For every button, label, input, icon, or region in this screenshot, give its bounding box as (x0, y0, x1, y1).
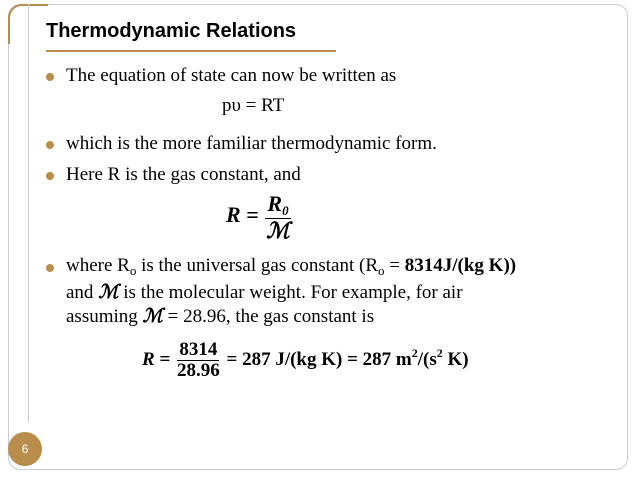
eq-sup: 2 (436, 345, 443, 360)
eq-fraction (264, 192, 292, 242)
eq-seg: K) (442, 348, 469, 370)
eq-numerator (265, 192, 290, 219)
text-sub: o (378, 263, 385, 278)
text-seg: = 28.96, the gas constant is (162, 306, 375, 327)
eq-denominator: ℳ (266, 217, 290, 243)
bullet-dot (46, 264, 54, 272)
bullet-text: The equation of state can now be written as (66, 65, 397, 86)
eq-numerator-sub: 0 (282, 203, 289, 218)
page-number-badge (8, 432, 42, 466)
text-seg: where R (66, 255, 130, 276)
air-gas-constant-equation (142, 340, 469, 381)
eq-fraction (175, 340, 222, 381)
eq-numerator: 8314 (179, 339, 218, 360)
eq-numerator-symbol: R (267, 191, 283, 216)
bullet-dot (46, 73, 54, 81)
bullet-dot (46, 141, 54, 149)
text-seg: is the universal gas constant (R (136, 255, 379, 276)
script-m-symbol: ℳ (98, 282, 119, 303)
slide-title: Thermodynamic Relations (46, 20, 297, 42)
bullet-dot (46, 172, 54, 180)
eq-denominator: 28.96 (177, 359, 220, 381)
text-sub: o (129, 263, 137, 278)
bullet-text: which is the more familiar thermodynamic form. (66, 133, 437, 154)
eq-seg: /(s (417, 348, 437, 370)
eq-lhs: R = (142, 348, 171, 370)
gas-constant-equation (226, 192, 292, 242)
text-seg: and (66, 282, 99, 303)
left-margin-rule (28, 4, 29, 422)
script-m-symbol: ℳ (142, 306, 163, 327)
text-bold-value: 8314J/(kg K)) (404, 255, 517, 276)
text-seg: is the molecular weight. For example, for air (118, 282, 463, 303)
eq-sup: 2 (411, 345, 418, 360)
bullet-text-line1 (66, 255, 516, 279)
title-underline (46, 50, 336, 52)
bullet-text: Here R is the gas constant, and (66, 164, 301, 185)
page-number: 6 (21, 442, 29, 456)
eq-seg: = 287 J/(kg K) = 287 m (226, 348, 412, 370)
eq-lhs: R = (226, 201, 259, 227)
bullet-text-line3 (66, 305, 374, 328)
eq-result (226, 345, 469, 370)
text-seg: = (384, 255, 405, 276)
text-seg: assuming (66, 306, 143, 327)
bullet-text-line2 (66, 281, 463, 304)
equation-of-state: pυ = RT (222, 95, 285, 116)
